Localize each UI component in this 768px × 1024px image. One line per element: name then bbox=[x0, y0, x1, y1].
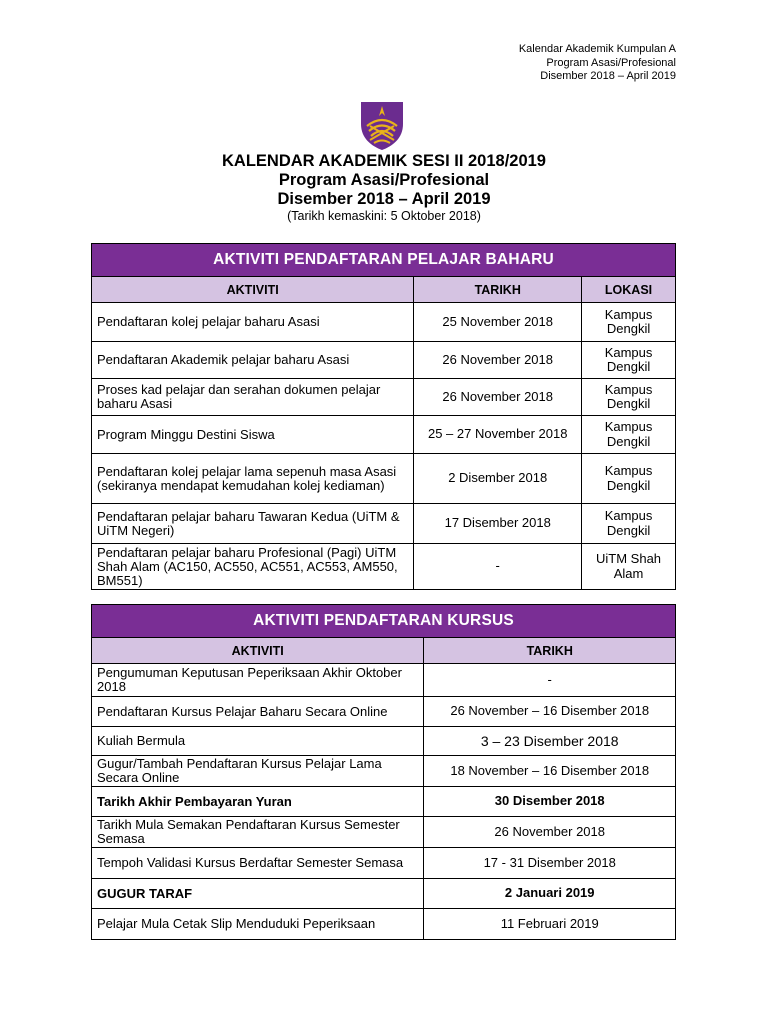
activity-cell: Pendaftaran Kursus Pelajar Baharu Secara Online bbox=[92, 697, 424, 727]
uitm-crest-logo bbox=[359, 100, 405, 152]
location-cell: Kampus Dengkil bbox=[582, 454, 676, 504]
document-title-block bbox=[0, 152, 768, 223]
date-cell: 30 Disember 2018 bbox=[424, 787, 676, 817]
activity-cell: Pendaftaran Akademik pelajar baharu Asasi bbox=[92, 342, 414, 379]
date-cell: 25 November 2018 bbox=[414, 303, 582, 342]
location-cell: Kampus Dengkil bbox=[582, 504, 676, 544]
program-subtitle: Program Asasi/Profesional bbox=[278, 171, 490, 189]
col-header-activity: AKTIVITI bbox=[92, 277, 414, 303]
table-row bbox=[92, 544, 676, 590]
table-row bbox=[92, 756, 676, 787]
date-cell: 26 November – 16 Disember 2018 bbox=[424, 697, 676, 727]
header-line-3: Disember 2018 – April 2019 bbox=[540, 70, 676, 82]
location-cell: Kampus Dengkil bbox=[582, 342, 676, 379]
table-row bbox=[92, 727, 676, 756]
courses-section-heading: AKTIVITI PENDAFTARAN KURSUS bbox=[92, 605, 676, 638]
activity-cell: Proses kad pelajar dan serahan dokumen pelajar baharu Asasi bbox=[92, 379, 414, 416]
activity-cell: Pendaftaran pelajar baharu Tawaran Kedua (UiTM & UiTM Negeri) bbox=[92, 504, 414, 544]
last-updated-note: (Tarikh kemaskini: 5 Oktober 2018) bbox=[287, 209, 481, 223]
activity-cell: Pendaftaran pelajar baharu Profesional (Pagi) UiTM Shah Alam (AC150, AC550, AC551, AC553, AM550, BM551) bbox=[92, 544, 414, 590]
table-row bbox=[92, 817, 676, 848]
activity-cell: Tempoh Validasi Kursus Berdaftar Semester Semasa bbox=[92, 848, 424, 879]
registration-section-heading: AKTIVITI PENDAFTARAN PELAJAR BAHARU bbox=[92, 244, 676, 277]
activity-cell: Pelajar Mula Cetak Slip Menduduki Peperiksaan bbox=[92, 909, 424, 940]
registration-table bbox=[91, 243, 676, 590]
activity-cell: GUGUR TARAF bbox=[92, 879, 424, 909]
date-cell: 2 Januari 2019 bbox=[424, 879, 676, 909]
activity-cell: Gugur/Tambah Pendaftaran Kursus Pelajar Lama Secara Online bbox=[92, 756, 424, 787]
document-header bbox=[519, 43, 676, 84]
table-row bbox=[92, 303, 676, 342]
date-cell: 11 Februari 2019 bbox=[424, 909, 676, 940]
header-line-1: Kalendar Akademik Kumpulan A bbox=[518, 43, 676, 55]
col-header-location: LOKASI bbox=[582, 277, 676, 303]
date-cell: - bbox=[424, 664, 676, 697]
table-row bbox=[92, 664, 676, 697]
location-cell: Kampus Dengkil bbox=[582, 416, 676, 454]
table-row bbox=[92, 697, 676, 727]
location-cell: Kampus Dengkil bbox=[582, 303, 676, 342]
date-cell: 17 - 31 Disember 2018 bbox=[424, 848, 676, 879]
activity-cell: Pendaftaran kolej pelajar baharu Asasi bbox=[92, 303, 414, 342]
date-cell: 3 – 23 Disember 2018 bbox=[424, 727, 676, 756]
table-row bbox=[92, 909, 676, 940]
date-cell: 2 Disember 2018 bbox=[414, 454, 582, 504]
course-registration-table bbox=[91, 604, 676, 940]
table-row bbox=[92, 879, 676, 909]
table-row bbox=[92, 504, 676, 544]
location-cell: UiTM Shah Alam bbox=[582, 544, 676, 590]
table-row bbox=[92, 787, 676, 817]
table-row bbox=[92, 379, 676, 416]
document-title: KALENDAR AKADEMIK SESI II 2018/2019 bbox=[222, 152, 546, 170]
activity-cell: Pengumuman Keputusan Peperiksaan Akhir Oktober 2018 bbox=[92, 664, 424, 697]
date-cell: - bbox=[414, 544, 582, 590]
col-header-activity: AKTIVITI bbox=[92, 638, 424, 664]
col-header-date: TARIKH bbox=[414, 277, 582, 303]
table-row bbox=[92, 416, 676, 454]
table-row bbox=[92, 848, 676, 879]
table-row bbox=[92, 454, 676, 504]
date-cell: 17 Disember 2018 bbox=[414, 504, 582, 544]
date-cell: 26 November 2018 bbox=[414, 379, 582, 416]
date-cell: 25 – 27 November 2018 bbox=[414, 416, 582, 454]
activity-cell: Kuliah Bermula bbox=[92, 727, 424, 756]
activity-cell: Tarikh Mula Semakan Pendaftaran Kursus Semester Semasa bbox=[92, 817, 424, 848]
date-cell: 18 November – 16 Disember 2018 bbox=[424, 756, 676, 787]
header-line-2: Program Asasi/Profesional bbox=[546, 56, 676, 69]
table-row bbox=[92, 342, 676, 379]
location-cell: Kampus Dengkil bbox=[582, 379, 676, 416]
period-subtitle: Disember 2018 – April 2019 bbox=[277, 190, 491, 208]
activity-cell: Tarikh Akhir Pembayaran Yuran bbox=[92, 787, 424, 817]
col-header-date: TARIKH bbox=[424, 638, 676, 664]
date-cell: 26 November 2018 bbox=[414, 342, 582, 379]
activity-cell: Program Minggu Destini Siswa bbox=[92, 416, 414, 454]
activity-cell: Pendaftaran kolej pelajar lama sepenuh masa Asasi (sekiranya mendapat kemudahan kolej kediaman) bbox=[92, 454, 414, 504]
date-cell: 26 November 2018 bbox=[424, 817, 676, 848]
